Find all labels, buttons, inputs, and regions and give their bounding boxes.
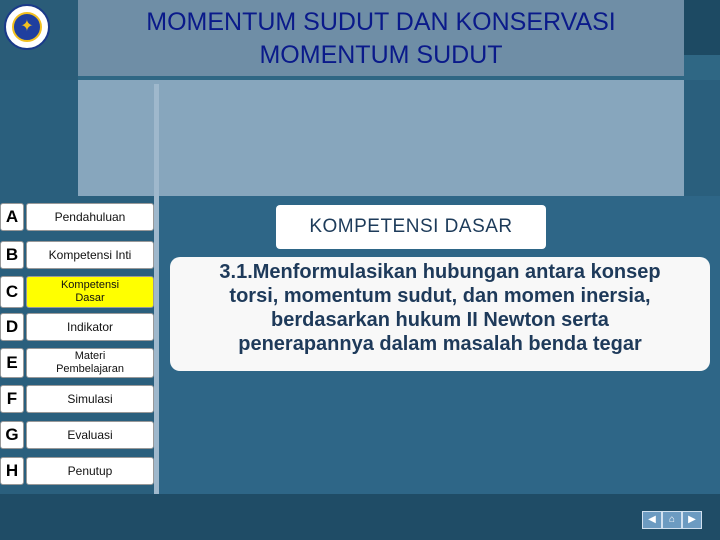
prev-slide-icon[interactable]: ◀ bbox=[642, 511, 662, 529]
section-heading: KOMPETENSI DASAR bbox=[276, 205, 546, 249]
competency-text: 3.1.Menformulasikan hubungan antara konsep torsi, momentum sudut, dan momen inersia, berdasarkan hukum II Newton serta penerapannya dalam masalah benda tegar bbox=[170, 257, 710, 371]
menu-item-kompetensi-dasar[interactable]: C Kompetensi Dasar bbox=[0, 276, 158, 308]
header-corner bbox=[684, 0, 720, 55]
menu-item-evaluasi[interactable]: G Evaluasi bbox=[0, 421, 158, 449]
menu-item-kompetensi-inti[interactable]: B Kompetensi Inti bbox=[0, 241, 158, 269]
footer-bar bbox=[0, 494, 720, 540]
page-title: MOMENTUM SUDUT DAN KONSERVASI MOMENTUM SUDUT bbox=[146, 8, 616, 69]
next-slide-icon[interactable]: ▶ bbox=[682, 511, 702, 529]
menu-item-pendahuluan[interactable]: A Pendahuluan bbox=[0, 203, 158, 231]
menu-item-materi-pembelajaran[interactable]: E Materi Pembelajaran bbox=[0, 348, 158, 378]
menu-item-indikator[interactable]: D Indikator bbox=[0, 313, 158, 341]
home-icon[interactable]: ⌂ bbox=[662, 511, 682, 529]
university-seal-icon: ✦ bbox=[4, 4, 50, 50]
banner-area bbox=[78, 80, 684, 196]
menu-item-simulasi[interactable]: F Simulasi bbox=[0, 385, 158, 413]
menu-item-penutup[interactable]: H Penutup bbox=[0, 457, 158, 485]
